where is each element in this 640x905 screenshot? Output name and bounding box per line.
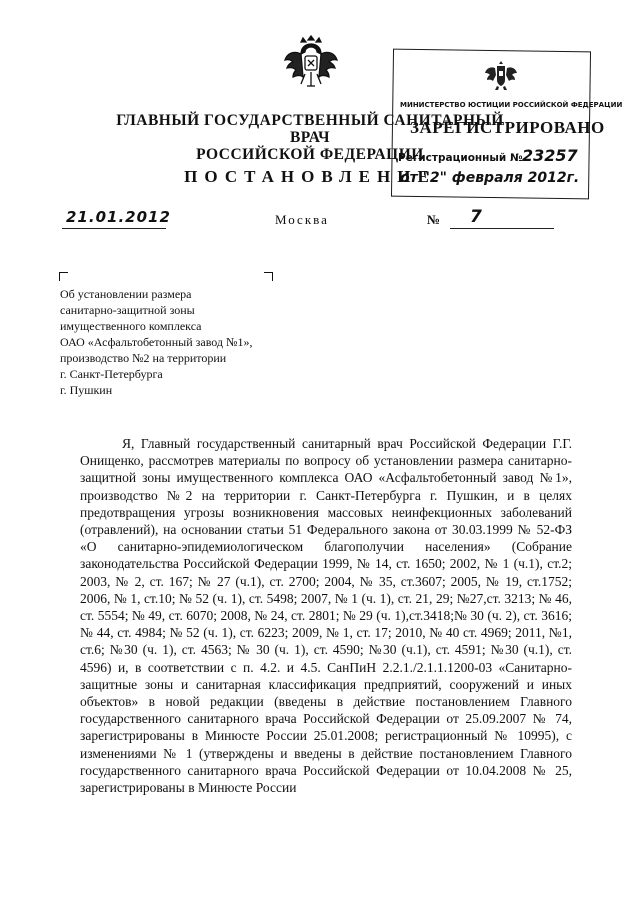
document-title: ПОСТАНОВЛЕНИЕ bbox=[184, 167, 436, 186]
document-date: 21.01.2012 bbox=[66, 208, 171, 226]
number-underline bbox=[450, 228, 554, 229]
date-underline bbox=[62, 228, 166, 229]
stamp-regnum-value: 23257 bbox=[522, 146, 578, 165]
subject-line: г. Санкт-Петербурга bbox=[60, 367, 163, 381]
document-number: 7 bbox=[470, 207, 482, 227]
stamp-regnum-label: Регистрационный № bbox=[398, 152, 523, 164]
document-body bbox=[80, 435, 572, 796]
stamp-date: от "2" февраля 2012г. bbox=[400, 170, 580, 186]
issuer-line-1: ГЛАВНЫЙ ГОСУДАРСТВЕННЫЙ САНИТАРНЫЙ ВРАЧ bbox=[116, 112, 504, 146]
subject-line: имущественного комплекса bbox=[60, 319, 202, 333]
subject-line: санитарно-защитной зоны bbox=[60, 303, 195, 317]
stamp-registered-label: ЗАРЕГИСТРИРОВАНО bbox=[410, 118, 605, 137]
subject-line: производство №2 на территории bbox=[60, 351, 227, 365]
body-paragraph: Я, Главный государственный санитарный врач Российской Федерации Г.Г. Онищенко, рассмотрев материалы по вопросу об установлении размера санитарно-защитной зоны имущественного комплекса ОАО «Асфальтобетонный завод №1», производство №2 на территории г. Санкт-Петербурга г. Пушкин, и в целях предотвращения угрозы возникновения массовых неинфекционных заболеваний (отравлений), на основании статьи 51 Федерального закона от 30.03.1999 № 52-ФЗ «О санитарно-эпидемиологическом благополучии населения» (Собрание законодательства Российской Федерации 1999, № 14, ст. 1650; 2002, № 1 (ч.1), ст.2; 2003, № 2, ст. 167; № 27 (ч.1), ст. 2700; 2004, № 35, ст.3607; 2005, № 19, ст.1752; 2006, № 1, ст.10; № 52 (ч. 1), ст. 5498; 2007, № 1 (ч. 1), ст. 21, 29; №27,ст. 3213; № 46, ст. 5554; № 49, ст. 6070; 2008, № 24, ст. 2801; № 29 (ч. 1),ст.3418;№ 30 (ч. 2), ст. 3616; № 44, ст. 4984; № 52 (ч. 1), ст. 6223; 2009, № 1, ст. 17; 2010, № 40 ст. 4969; 2011, №1, ст.6; №30 (ч. 1), ст. 4563; № 30 (ч. 1), ст. 4590; №30 (ч.1), ст. 4591; №30 (ч.1), ст. 4596) и, в соответствии с п. 4.2. и 4.5. СанПиН 2.2.1./2.1.1.1200-03 «Санитарно-защитные зоны и санитарная классификация предприятий, сооружений и иных объектов» в новой редакции (введены в действие постановлением Главного государственного санитарного врача Российской Федерации от 25.09.2007 № 74, зарегистрированы в Минюсте России 25.01.2008; регистрационный № 10995), с изменениями № 1 (утверждены и введены в действие постановлением Главного государственного санитарного врача Российской Федерации от 10.04.2008 № 25, зарегистрированы в Минюсте России bbox=[80, 436, 572, 796]
issuer-line-2: РОССИЙСКОЙ ФЕДЕРАЦИИ bbox=[196, 146, 424, 163]
document-city: Москва bbox=[275, 212, 329, 227]
subject-line: г. Пушкин bbox=[60, 383, 113, 397]
subject-line: Об установлении размера bbox=[60, 287, 192, 301]
document-subject bbox=[60, 286, 290, 398]
stamp-eagle-icon bbox=[484, 58, 518, 92]
document-number-label: № bbox=[427, 212, 441, 227]
subject-corner-left bbox=[59, 272, 68, 281]
subject-line: ОАО «Асфальтобетонный завод №1», bbox=[60, 335, 253, 349]
coat-of-arms-icon bbox=[281, 30, 341, 92]
subject-corner-right bbox=[264, 272, 273, 281]
stamp-ministry-name: МИНИСТЕРСТВО ЮСТИЦИИ РОССИЙСКОЙ ФЕДЕРАЦИИ bbox=[400, 101, 623, 109]
